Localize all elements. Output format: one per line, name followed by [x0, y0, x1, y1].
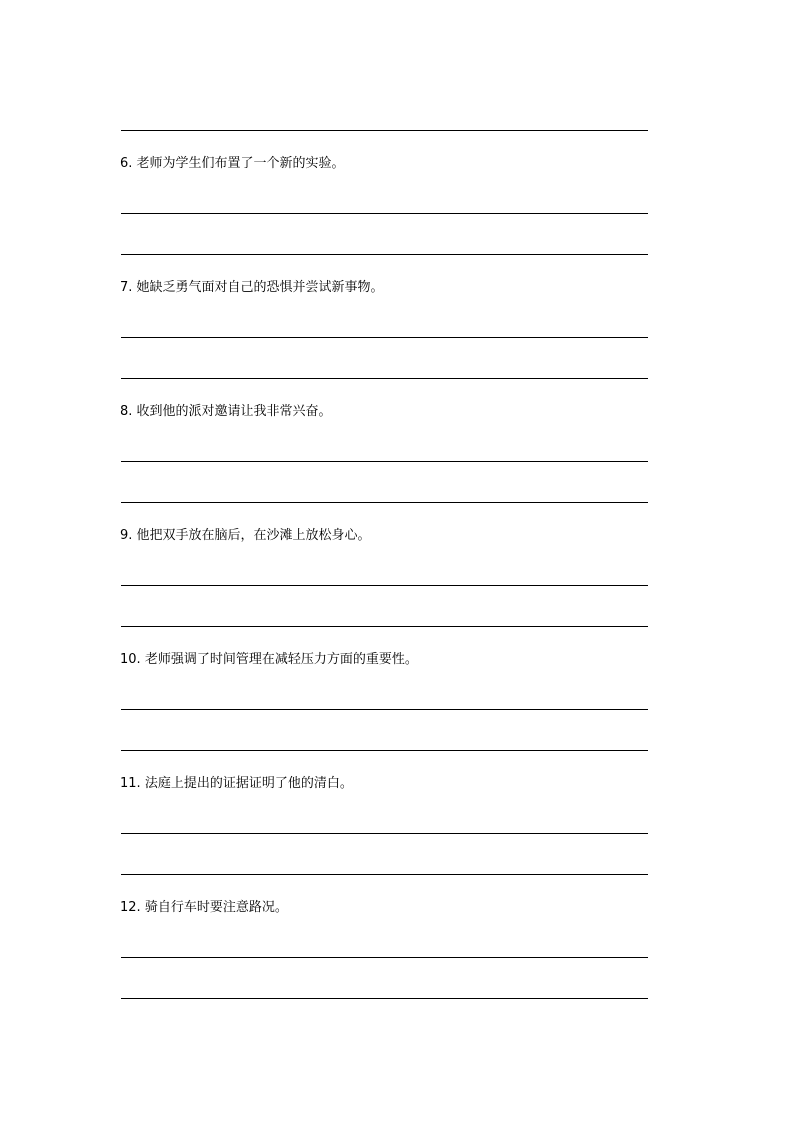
answer-line: [121, 750, 648, 751]
answer-line: [121, 833, 648, 834]
answer-line: [121, 626, 648, 627]
question-text: 收到他的派对邀请让我非常兴奋。: [136, 404, 332, 419]
answer-line: [121, 378, 648, 379]
question-number: 12.: [120, 900, 141, 915]
answer-line: [121, 130, 648, 131]
question-text: 骑自行车时要注意路况。: [144, 900, 288, 915]
question-10: [120, 651, 418, 669]
question-9: [120, 527, 371, 545]
question-number: 8.: [120, 404, 133, 419]
question-number: 9.: [120, 528, 133, 543]
question-number: 10.: [120, 652, 141, 667]
answer-line: [121, 502, 648, 503]
question-text: 老师强调了时间管理在减轻压力方面的重要性。: [144, 652, 418, 667]
answer-line: [121, 213, 648, 214]
question-text: 法庭上提出的证据证明了他的清白。: [144, 776, 353, 791]
answer-line: [121, 337, 648, 338]
question-7: [120, 279, 384, 297]
question-8: [120, 403, 332, 421]
question-number: 7.: [120, 280, 133, 295]
answer-line: [121, 461, 648, 462]
question-6: [120, 155, 345, 173]
answer-line: [121, 254, 648, 255]
question-text: 老师为学生们布置了一个新的实验。: [136, 156, 345, 171]
answer-line: [121, 957, 648, 958]
question-12: [120, 899, 288, 917]
answer-line: [121, 709, 648, 710]
answer-line: [121, 998, 648, 999]
answer-line: [121, 874, 648, 875]
question-text: 他把双手放在脑后，在沙滩上放松身心。: [136, 528, 371, 543]
question-11: [120, 775, 353, 793]
question-number: 11.: [120, 776, 141, 791]
question-text: 她缺乏勇气面对自己的恐惧并尝试新事物。: [136, 280, 384, 295]
question-number: 6.: [120, 156, 133, 171]
answer-line: [121, 585, 648, 586]
